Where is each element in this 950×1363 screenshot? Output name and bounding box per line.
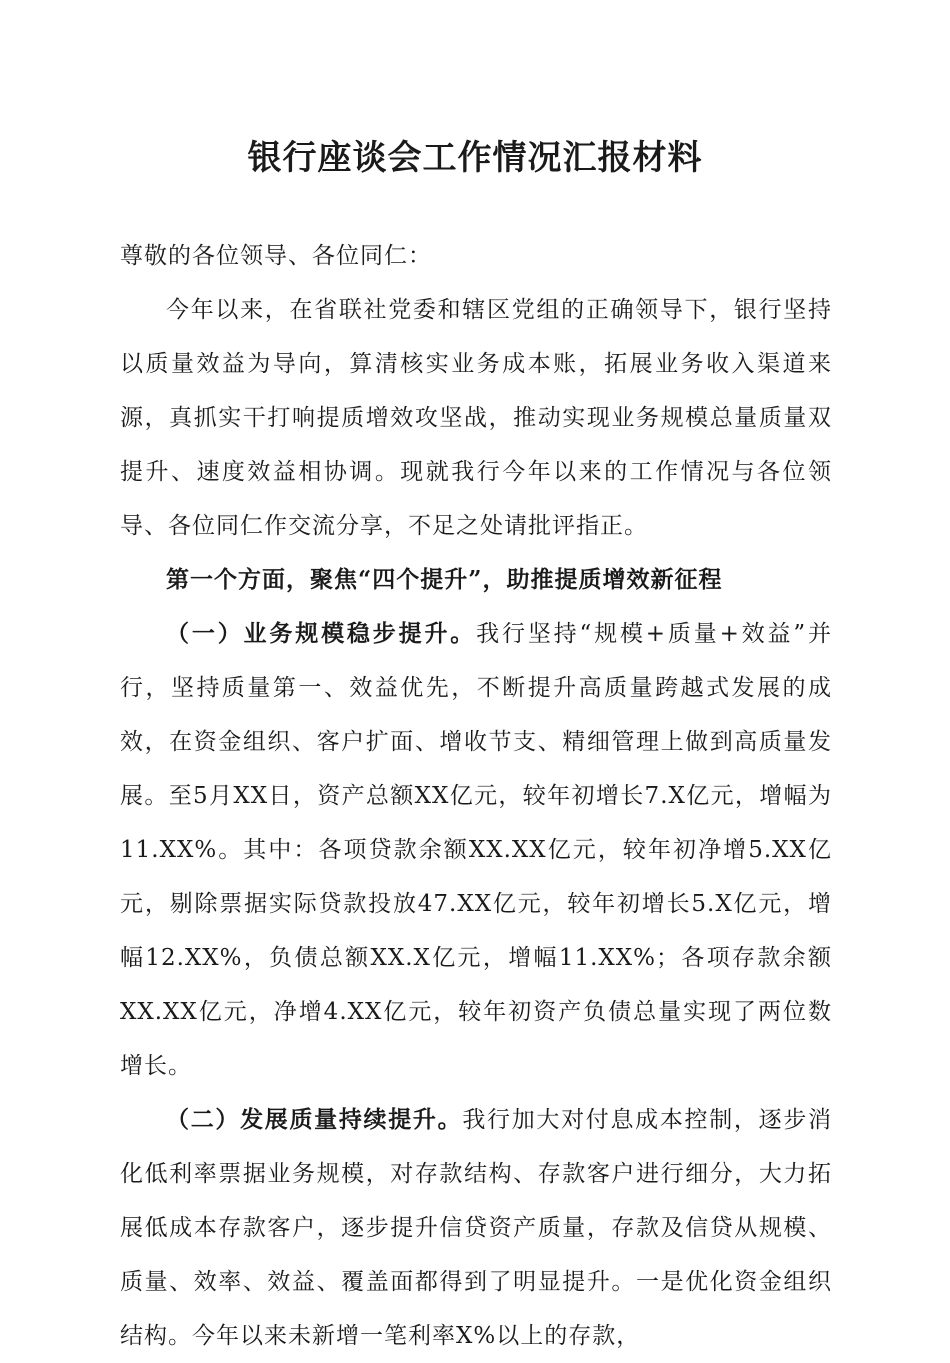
salutation: 尊敬的各位领导、各位同仁： (120, 243, 432, 269)
item-text-1: 我行坚持“规模+质量+效益”并行，坚持质量第一、效益优先，不断提升高质量跨越式发展的成效，在资金组织、客户扩面、增收节支、精细管理上做到高质量发展。至5月XX日，资产总额XX亿元，较年初增长7.X亿元，增幅为11.XX%。其中：各项贷款余额XX.XX亿元，较年初净增5.XX亿元，剔除票据实际贷款投放47.XX亿元，较年初增长5.X亿元，增幅12.XX%，负债总额XX.X亿元，增幅11.XX%；各项存款余额XX.XX亿元，净增4.XX亿元，较年初资产负债总量实现了两位数增长。 (120, 621, 832, 1079)
item-lead-2: （二）发展质量持续提升。 (166, 1106, 463, 1133)
document-body (120, 229, 832, 1363)
section-heading: 第一个方面，聚焦“四个提升”，助推提质增效新征程 (166, 566, 723, 593)
item-text-2: 我行加大对付息成本控制，逐步消化低利率票据业务规模，对存款结构、存款客户进行细分，大力拓展低成本存款客户，逐步提升信贷资产质量，存款及信贷从规模、质量、效率、效益、覆盖面都得到了明显提升。一是优化资金组织结构。今年以来未新增一笔利率X%以上的存款， (120, 1107, 833, 1349)
document-title: 银行座谈会工作情况汇报材料 (247, 138, 703, 178)
intro-paragraph: 今年以来，在省联社党委和辖区党组的正确领导下，银行坚持以质量效益为导向，算清核实业务成本账，拓展业务收入渠道来源，真抓实干打响提质增效攻坚战，推动实现业务规模总量质量双提升、速度效益相协调。现就我行今年以来的工作情况与各位领导、各位同仁作交流分享，不足之处请批评指正。 (120, 297, 832, 539)
item-paragraph-1 (120, 607, 832, 1093)
item-lead-1: （一）业务规模稳步提升。 (166, 620, 477, 647)
item-paragraph-2 (120, 1093, 832, 1363)
